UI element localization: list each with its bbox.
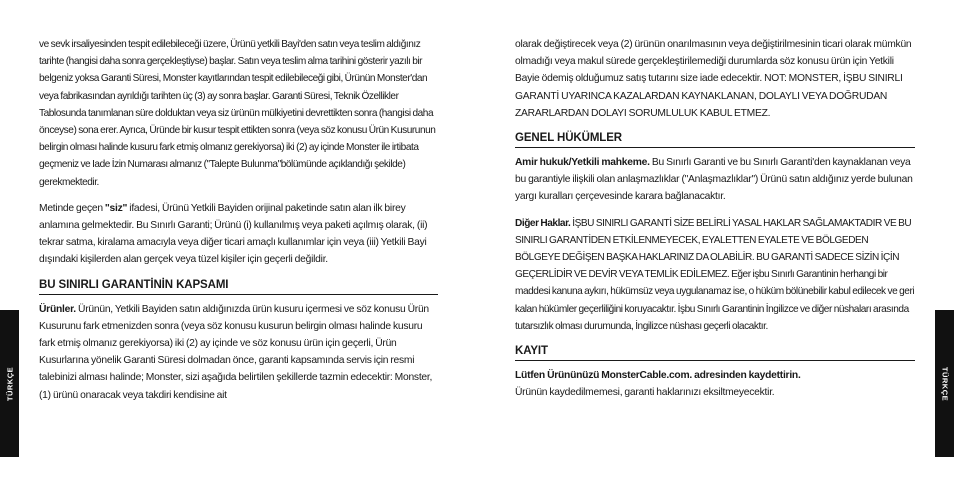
definition-post: ifadesi, Ürünü Yetkili Bayiden orijinal paketinde satın alan ilk birey anlamına gelmektedir. Bu Sınırlı Garanti; Ürünü (i) kullanılmış veya paketi açılmış olarak, (ii) tekrar satma, kiralama amacıyla veya diğer ticari amaçlı kullanımlar için veya (iii) Yetkili Bayi dışındaki kişilerden alan gerçek veya tüzel kişiler için geçerli değildir. — [39, 202, 428, 266]
definition-term: "siz" — [104, 202, 128, 214]
side-tab-label: TÜRKÇE — [5, 366, 14, 401]
general-terms-heading: GENEL HÜKÜMLER — [515, 131, 915, 148]
warranty-period-paragraph: ve sevk irsaliyesinden tespit edilebileceği üzere, Ürünü yetkili Bayi'den satın veya teslim aldığınız tarihte (hangisi daha sonra gerçekleştiyse) başlar. Satın veya teslim alma tarihini gösterir yazılı bir belgeniz yoksa Garanti Süresi, Monster kayıtlarından tespit edilebileceği gibi, Ürünün Monster'dan veya fabrikasından ayrıldığı tarihten üç (3) ay sonra başlar. Garanti Süresi, Teknik Özellikler Tablosunda tanımlanan süre dolduktan veya siz ürünün mülkiyetini devrettikten sonra (hangisi daha önceyse) sona erer. Ayrıca, Üründe bir kusur tespit ettikten sonra (veya söz konusu Ürün Kusurunun belirgin olması halinde kusuru fark etmiş olmanız gerekiyorsa) iki (2) ay içinde Monster ile irtibata geçmeniz ve Iade İzin Numarası almanız ("Talepte Bulunma"bölümünde açıklandığı şekilde) gerekmektedir. — [39, 39, 436, 188]
jurisdiction-paragraph — [515, 154, 915, 206]
language-side-tab-left — [0, 310, 19, 457]
remedy-paragraph: olarak değiştirecek veya (2) ürünün onarılmasının veya değiştirilmesinin ticari olarak mümkün olmadığı veya makul sürede gerçekleştirilemediği durumlarda söz konusu ürün için Yetkili Bayie ödemiş olduğumuz satış tutarını size iade edecektir. NOT: MONSTER, İŞBU SINIRLI GARANTİ UYARINCA KAZALARDAN KAYNAKLANAN, DOLAYLI VEYA DOĞRUDAN ZARARLARDAN DOLAYI SORUMLULUK KABUL ETMEZ. — [515, 39, 912, 119]
registration-line: Lütfen Ürününüzü MonsterCable.com. adresinden kaydettirin. — [515, 370, 801, 382]
scope-heading: BU SINIRLI GARANTİNİN KAPSAMI — [39, 278, 438, 295]
definition-paragraph — [39, 200, 438, 269]
definition-pre: Metinde geçen — [39, 202, 105, 214]
other-rights-text: İŞBU SINIRLI GARANTİ SİZE BELİRLİ YASAL HAKLAR SAĞLAMAKTADIR VE BU SINIRLI GARANTİDEN ETKİLENMEYECEK, EYALETTEN EYALETE VE BÖLGEDEN BÖLGEYE DEĞİŞEN BAŞKA HAKLARINIZ DA OLABİLİR. BU GARANTİ SADECE SİZİN İÇİN GEÇERLİDİR VE DEVİR VEYA TEMLİK EDİLEMEZ. Eğer işbu Sınırlı Garantinin herhangi bir maddesi kanuna aykırı, hükümsüz veya uygulanamaz ise, o hüküm bölünebilir kabul edilecek ve geri kalan hükümler geçerliliğini koruyacaktır. İşbu Sınırlı Garantinin İngilizce ve diğer nüshaları arasında tutarsızlık olması durumunda, İngilizce nüshası geçerli olacaktır. — [515, 217, 915, 332]
other-rights-lead: Diğer Haklar. — [515, 217, 571, 229]
registration-note: Ürünün kaydedilmemesi, garanti haklarınızı eksiltmeyecektir. — [515, 387, 775, 399]
products-lead: Ürünler. — [39, 303, 76, 315]
products-paragraph — [39, 301, 438, 404]
left-text-column — [39, 36, 438, 413]
products-text: Ürünün, Yetkili Bayiden satın aldığınızda ürün kusuru içermesi ve söz konusu Ürün Kusurunu fark etmenizden sonra (veya söz konusu kusurun belirgin olması halinde kusuru fark etmiş olmanız gerekiyorsa) iki (2) ay içinde ve söz konusu ürün için geçerli, Ürün Kusurlarına yönelik Garanti Süresi dolmadan önce, garanti kapsamında servis için resmi talebinizi alması halinde; Monster, sizi aşağıda belirtilen şekillerde tazmin edecektir: Monster, (1) ürünü onaracak veya takdiri kendisine ait — [39, 303, 433, 401]
language-side-tab-right — [935, 310, 954, 457]
registration-heading: KAYIT — [515, 344, 915, 361]
jurisdiction-lead: Amir hukuk/Yetkili mahkeme. — [515, 157, 650, 169]
right-text-column — [515, 36, 915, 410]
other-rights-paragraph — [515, 215, 915, 335]
jurisdiction-text: Bu Sınırlı Garanti ve bu Sınırlı Garanti'den kaynaklanan veya bu garantiyle ilişkili olan anlaşmazlıklar ("Anlaşmazlıklar") Ürünü satın aldığınız yerde bulunan yargı kuralları çerçevesinde karara bağlanacaktır. — [515, 157, 913, 203]
side-tab-label: TÜRKÇE — [940, 366, 949, 401]
